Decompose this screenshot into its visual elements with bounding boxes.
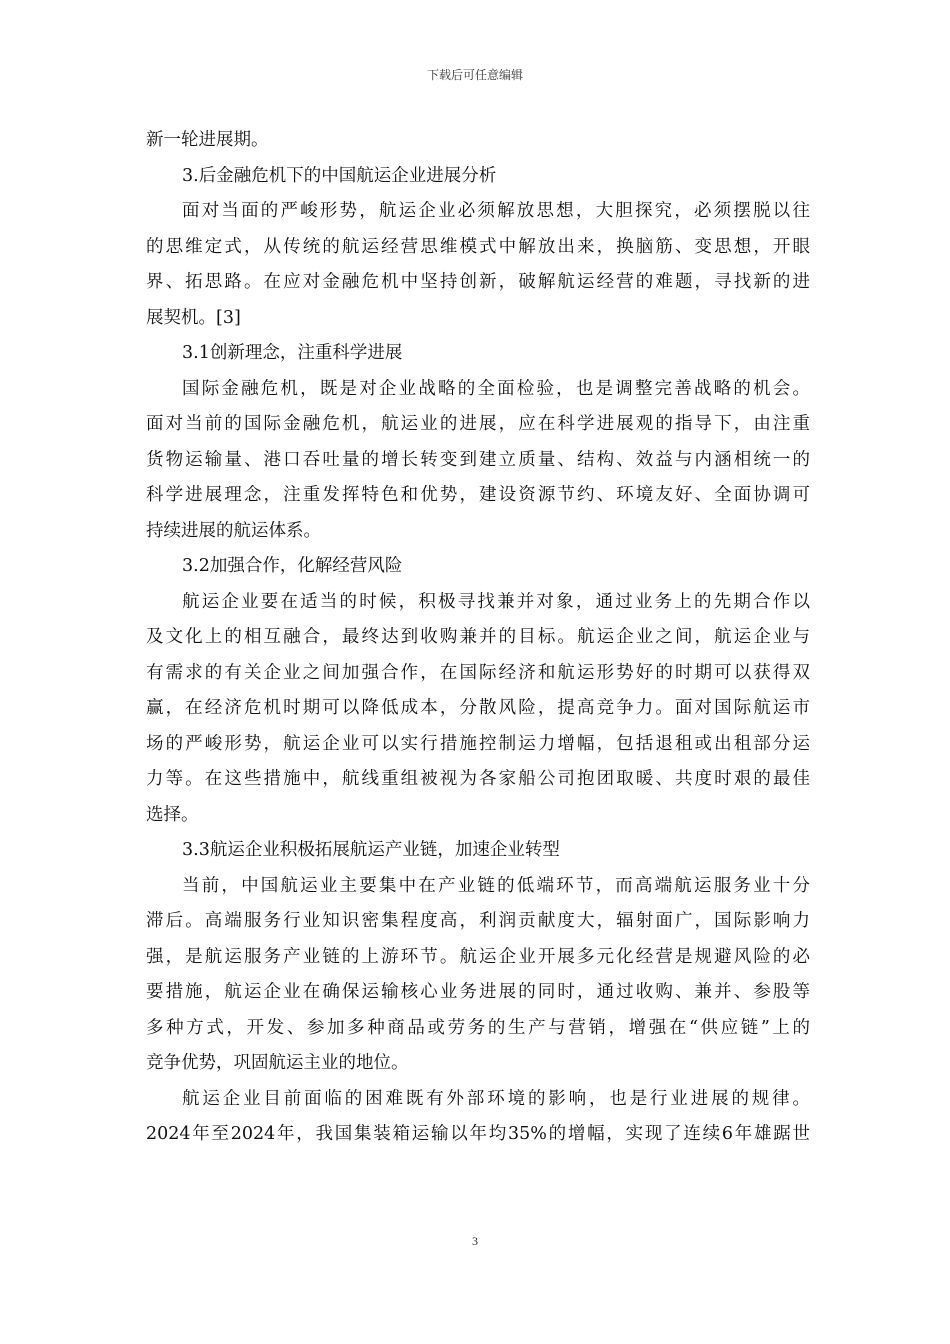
page-header: 下载后可任意编辑 — [426, 68, 523, 82]
body-line: 2024年至2024年，我国集装箱运输以年均35%的增幅，实现了连续6年雄踞世 — [146, 1124, 810, 1144]
body-line: 场的严峻形势，航运企业可以实行措施控制运力增幅，包括退租或出租部分运 — [146, 733, 810, 754]
body-line: 航运企业要在适当的时候，积极寻找兼并对象，通过业务上的先期合作以 — [182, 591, 810, 612]
body-line: 竞争优势，巩固航运主业的地位。 — [146, 1053, 409, 1073]
body-line: 航运企业目前面临的困难既有外部环境的影响，也是行业进展的规律。 — [182, 1088, 810, 1109]
body-line: 赢，在经济危机时期可以降低成本，分散风险，提高竞争力。面对国际航运市 — [146, 698, 810, 718]
body-line: 当前，中国航运业主要集中在产业链的低端环节，而高端航运服务业十分 — [182, 875, 810, 896]
body-line: 要措施，航运企业在确保运输核心业务进展的同时，通过收购、兼并、参股等 — [146, 982, 810, 1002]
body-line: 面对当前的国际金融危机，航运业的进展，应在科学进展观的指导下，由注重 — [146, 414, 810, 434]
body-line: 滞后。高端服务行业知识密集程度高，利润贡献度大，辐射面广，国际影响力 — [146, 911, 810, 931]
body-line: 及文化上的相互融合，最终达到收购兼并的目标。航运企业之间，航运企业与 — [146, 627, 810, 647]
body-line: 力等。在这些措施中，航线重组被视为各家船公司抱团取暖、共度时艰的最佳 — [146, 769, 810, 789]
body-line: 国际金融危机，既是对企业战略的全面检验，也是调整完善战略的机会。 — [182, 378, 810, 399]
section-heading: 3.1创新理念，注重科学进展 — [182, 343, 403, 363]
body-line: 货物运输量、港口吞吐量的增长转变到建立质量、结构、效益与内涵相统一的 — [146, 449, 810, 470]
document-body — [146, 123, 810, 1153]
body-line: 强，是航运服务产业链的上游环节。航运企业开展多元化经营是规避风险的必 — [146, 946, 810, 967]
body-line: 选择。 — [146, 804, 199, 825]
section-heading: 3.后金融危机下的中国航运企业进展分析 — [182, 165, 497, 186]
section-heading: 3.3航运企业积极拓展航运产业链，加速企业转型 — [182, 840, 560, 860]
body-line: 多种方式，开发、参加多种商品或劳务的生产与营销，增强在“供应链”上的 — [146, 1017, 810, 1038]
body-line: 面对当面的严峻形势，航运企业必须解放思想，大胆探究，必须摆脱以往 — [182, 201, 810, 221]
body-line: 有需求的有关企业之间加强合作，在国际经济和航运形势好的时期可以获得双 — [146, 662, 810, 683]
body-line: 界、拓思路。在应对金融危机中坚持创新，破解航运经营的难题，寻找新的进 — [146, 272, 810, 292]
body-line: 的思维定式，从传统的航运经营思维模式中解放出来，换脑筋、变思想，开眼 — [146, 236, 810, 257]
body-line: 持续进展的航运体系。 — [146, 520, 321, 541]
section-heading: 3.2加强合作，化解经营风险 — [182, 556, 403, 576]
body-line: 科学进展理念，注重发挥特色和优势，建设资源节约、环境友好、全面协调可 — [146, 485, 810, 505]
body-line: 展契机。[3] — [146, 307, 241, 328]
body-line: 新一轮进展期。 — [146, 130, 269, 150]
page-number: 3 — [472, 1234, 478, 1248]
